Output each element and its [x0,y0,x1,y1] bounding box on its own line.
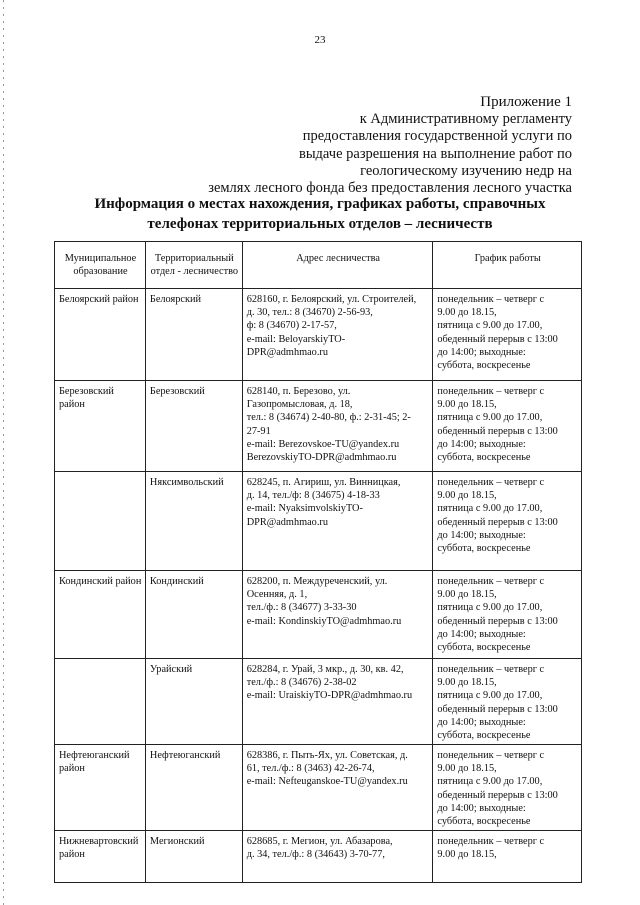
schedule-cell-line: обеденный перерыв с 13:00 [437,516,558,528]
schedule-cell-line: 9.00 до 18.15, [437,399,497,411]
schedule-cell-line: пятница с 9.00 до 17.00, [437,503,543,515]
municipality-cell-line: Нефтеюганский [59,750,130,761]
address-cell [242,831,433,883]
municipality-cell [55,381,146,472]
schedule-cell-line: суббота, воскресенье [437,642,531,654]
schedule-cell-line: понедельник – четверг с [437,386,545,397]
table-row [55,659,582,745]
department-cell: Березовский [145,381,242,472]
address-cell [242,659,433,745]
municipality-cell-line: Кондинский район [59,576,142,587]
address-cell-line: д. 30, тел.: 8 (34670) 2-56-93, [246,307,373,319]
schedule-cell-line: понедельник – четверг с [437,576,545,587]
schedule-cell-line: пятница с 9.00 до 17.00, [437,412,543,424]
schedule-cell-line: до 14:00; выходные: [437,716,526,728]
address-cell [242,289,433,381]
schedule-cell-line: до 14:00; выходные: [437,346,526,358]
table-row [55,745,582,831]
schedule-cell-line: понедельник – четверг с [437,836,545,847]
header-address: Адрес лесничества [242,242,433,289]
schedule-cell [433,745,582,831]
schedule-cell-line: обеденный перерыв с 13:00 [437,425,558,437]
address-cell-line: DPR@admhmao.ru [246,346,328,358]
appendix-block [152,94,572,197]
address-cell-line: e-mail: NyaksimvolskiyTO- [246,503,363,515]
address-cell-line: ф: 8 (34670) 2-17-57, [246,320,337,332]
address-cell-line: 628386, г. Пыть-Ях, ул. Советская, д. [246,750,408,761]
municipality-cell-line: район [59,849,85,861]
header-schedule: График работы [433,242,582,289]
schedule-cell-line: понедельник – четверг с [437,477,545,488]
address-cell-line: 628160, г. Белоярский, ул. Строителей, [246,294,417,305]
address-cell-line: тел.: 8 (34674) 2-40-80, ф.: 2-31-45; 2- [246,412,411,424]
municipality-cell [55,659,146,745]
municipality-cell-line: район [59,763,85,775]
address-cell-line: 628140, п. Березово, ул. [246,386,351,397]
scan-edge [3,0,4,905]
address-cell-line: тел./ф.: 8 (34677) 3-33-30 [246,602,357,614]
schedule-cell-line: 9.00 до 18.15, [437,763,497,775]
department-cell: Нефтеюганский [145,745,242,831]
schedule-cell-line: суббота, воскресенье [437,452,531,464]
address-cell-line: 628284, г. Урай, 3 мкр., д. 30, кв. 42, [246,664,404,675]
schedule-cell-line: пятница с 9.00 до 17.00, [437,690,543,702]
address-cell-line: e-mail: UraiskiyTO-DPR@admhmao.ru [246,690,413,702]
schedule-cell-line: пятница с 9.00 до 17.00, [437,320,543,332]
schedule-cell [433,381,582,472]
schedule-cell-line: понедельник – четверг с [437,294,545,305]
schedule-cell-line: суббота, воскресенье [437,730,531,742]
address-cell-line: 27-91 [246,425,271,437]
schedule-cell [433,571,582,659]
address-cell-line: Газопромысловая, д. 18, [246,399,353,411]
page-number: 23 [314,34,326,46]
schedule-cell-line: пятница с 9.00 до 17.00, [437,602,543,614]
schedule-cell-line: 9.00 до 18.15, [437,589,497,601]
address-cell-line: д. 14, тел./ф: 8 (34675) 4-18-33 [246,490,380,502]
address-cell-line: 628685, г. Мегион, ул. Абазарова, [246,836,393,847]
schedule-cell-line: обеденный перерыв с 13:00 [437,333,558,345]
schedule-cell-line: 9.00 до 18.15, [437,849,497,861]
table-header-row [55,242,582,289]
municipality-cell-line: Нижневартовский [59,836,139,847]
schedule-cell-line: обеденный перерыв с 13:00 [437,615,558,627]
address-cell-line: BerezovskiyTO-DPR@admhmao.ru [246,452,397,464]
address-cell-line: e-mail: BeloyarskiyTO- [246,333,346,345]
heading-line: Информация о местах нахождения, графиках работы, справочных [94,196,546,212]
appendix-line: выдаче разрешения на выполнение работ по [298,145,572,162]
municipality-cell [55,571,146,659]
schedule-cell-line: обеденный перерыв с 13:00 [437,703,558,715]
schedule-cell [433,659,582,745]
municipality-cell [55,472,146,571]
address-cell-line: DPR@admhmao.ru [246,516,328,528]
table-row [55,289,582,381]
appendix-line: геологическому изучению недр на [360,162,572,179]
appendix-line: землях лесного фонда без предоставления лесного участка [208,180,572,197]
address-cell [242,571,433,659]
appendix-line: Приложение 1 [480,94,572,110]
address-cell-line: тел./ф.: 8 (34676) 2-38-02 [246,677,357,689]
header-department: Территориальный отдел - лесничество [145,242,242,289]
address-cell-line: e-mail: Nefteuganskoe-TU@yandex.ru [246,776,408,788]
appendix-line: предоставления государственной услуги по [302,128,572,145]
table-row [55,571,582,659]
department-cell: Кондинский [145,571,242,659]
schedule-cell-line: 9.00 до 18.15, [437,307,497,319]
municipality-cell [55,745,146,831]
schedule-cell-line: до 14:00; выходные: [437,438,526,450]
schedule-cell-line: до 14:00; выходные: [437,529,526,541]
municipality-cell [55,831,146,883]
header-municipality: Муниципальное образование [55,242,146,289]
address-cell-line: e-mail: Berezovskoe-TU@yandex.ru [246,438,400,450]
document-heading [0,194,640,234]
table-row [55,381,582,472]
municipality-cell [55,289,146,381]
schedule-cell [433,289,582,381]
schedule-cell [433,472,582,571]
appendix-line: к Административному регламенту [359,111,572,128]
address-cell-line: e-mail: KondinskiyTO@admhmao.ru [246,615,402,627]
address-cell [242,745,433,831]
address-cell-line: 628200, п. Междуреченский, ул. [246,576,388,587]
heading-line: телефонах территориальных отделов – лесничеств [147,216,493,232]
address-cell-line: Осенняя, д. 1, [246,589,308,601]
department-cell: Мегионский [145,831,242,883]
schedule-cell-line: пятница с 9.00 до 17.00, [437,776,543,788]
department-cell: Белоярский [145,289,242,381]
address-cell-line: 61, тел./ф.: 8 (3463) 42-26-74, [246,763,375,775]
address-cell [242,381,433,472]
address-cell-line: д. 34, тел./ф.: 8 (34643) 3-70-77, [246,849,385,861]
schedule-cell-line: обеденный перерыв с 13:00 [437,789,558,801]
schedule-cell-line: 9.00 до 18.15, [437,490,497,502]
schedule-cell [433,831,582,883]
schedule-cell-line: до 14:00; выходные: [437,628,526,640]
department-cell: Няксимвольский [145,472,242,571]
address-cell-line: 628245, п. Агириш, ул. Винницкая, [246,477,401,488]
schedule-cell-line: 9.00 до 18.15, [437,677,497,689]
schedule-cell-line: суббота, воскресенье [437,360,531,372]
schedule-cell-line: понедельник – четверг с [437,664,545,675]
table-row [55,472,582,571]
forestry-table [54,241,582,883]
table-row [55,831,582,883]
address-cell [242,472,433,571]
schedule-cell-line: суббота, воскресенье [437,816,531,828]
municipality-cell-line: Белоярский район [59,294,139,305]
municipality-cell-line: Березовский район [59,386,114,411]
schedule-cell-line: суббота, воскресенье [437,543,531,555]
department-cell: Урайский [145,659,242,745]
schedule-cell-line: понедельник – четверг с [437,750,545,761]
schedule-cell-line: до 14:00; выходные: [437,802,526,814]
